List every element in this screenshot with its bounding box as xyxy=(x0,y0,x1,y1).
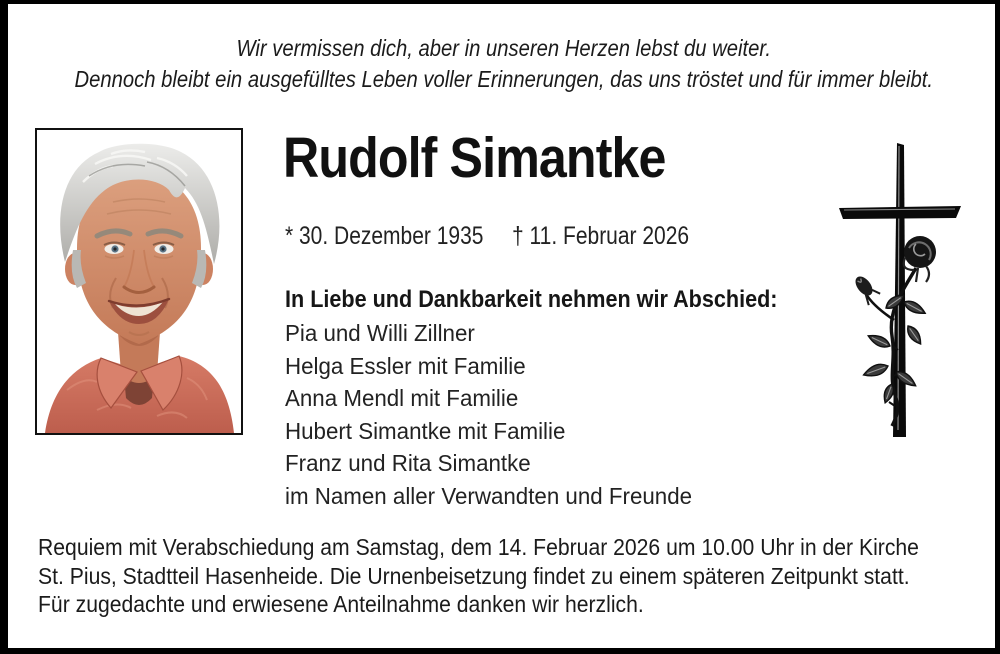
cross-illustration xyxy=(838,140,962,440)
mourner-line: Hubert Simantke mit Familie xyxy=(285,417,566,444)
portrait-photo xyxy=(35,128,243,435)
epigraph-line-2 xyxy=(8,65,1000,93)
epigraph-line-1 xyxy=(8,34,1000,62)
birth-date: * 30. Dezember 1935 xyxy=(285,222,484,250)
mourner-line: Helga Essler mit Familie xyxy=(285,352,526,379)
farewell-heading: In Liebe und Dankbarkeit nehmen wir Abschied: xyxy=(285,286,778,313)
funeral-info-line-1: Requiem mit Verabschiedung am Samstag, dem 14. Februar 2026 um 10.00 Uhr in der Kirche xyxy=(38,534,919,560)
funeral-info-line-3: Für zugedachte und erwiesene Anteilnahme danken wir herzlich. xyxy=(38,591,644,618)
mourner-line: im Namen aller Verwandten und Freunde xyxy=(285,482,693,509)
deceased-name-heading: Rudolf Simantke xyxy=(283,126,666,190)
death-date: † 11. Februar 2026 xyxy=(512,222,690,250)
mourner-line: Franz und Rita Simantke xyxy=(285,450,531,477)
funeral-info-line-2: St. Pius, Stadtteil Hasenheide. Die Urnenbeisetzung findet zu einem späteren Zeitpunkt statt. xyxy=(38,562,910,589)
portrait-illustration xyxy=(37,130,241,433)
life-dates xyxy=(285,220,689,252)
mourners-list xyxy=(285,317,713,513)
epigraph-line-2-text: Dennoch bleibt ein ausgefülltes Leben voller Erinnerungen, das uns tröstet und für immer bleibt. xyxy=(74,66,934,92)
mourner-line: Anna Mendl mit Familie xyxy=(285,385,519,412)
funeral-info xyxy=(38,533,996,619)
mourner-line: Pia und Willi Zillner xyxy=(285,320,475,346)
memorial-cross-with-rose-icon xyxy=(838,140,962,440)
epigraph-line-1-text: Wir vermissen dich, aber in unseren Herzen lebst du weiter. xyxy=(236,35,772,61)
